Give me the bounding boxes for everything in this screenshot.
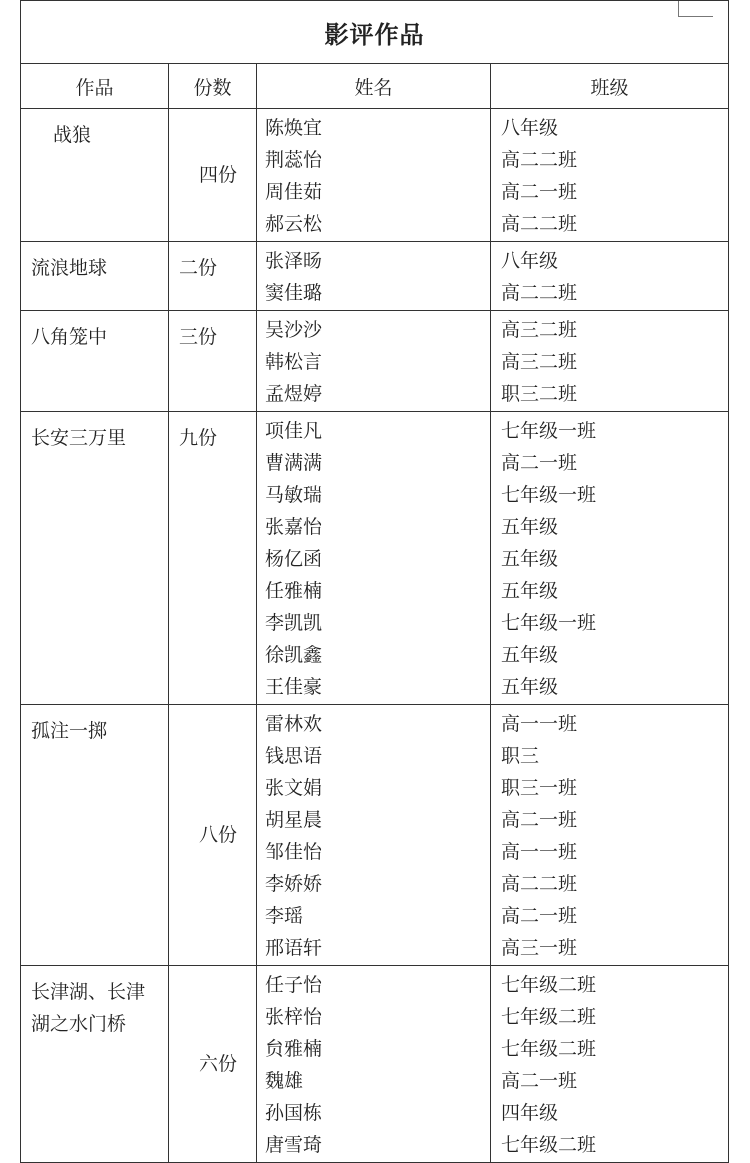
student-class: 高三二班 [501, 351, 578, 373]
student-class: 五年级 [501, 676, 559, 698]
work-title: 孤注一掷 [21, 705, 169, 966]
student-name: 张嘉怡 [265, 516, 323, 538]
student-name: 孟煜婷 [265, 383, 323, 405]
student-name: 孙国栋 [265, 1102, 323, 1124]
student-class: 七年级二班 [501, 974, 597, 996]
name-list [257, 705, 491, 966]
student-name: 任雅楠 [265, 580, 323, 602]
student-class: 职三 [501, 745, 540, 767]
student-class: 七年级二班 [501, 1038, 597, 1060]
copy-count: 六份 [169, 966, 257, 1163]
name-list [257, 966, 491, 1163]
student-name: 窦佳璐 [265, 282, 323, 304]
student-class: 五年级 [501, 580, 559, 602]
student-class: 职三二班 [501, 383, 578, 405]
table-row [21, 705, 729, 966]
student-name: 项佳凡 [265, 420, 323, 442]
column-header-class: 班级 [491, 64, 729, 109]
name-list [257, 109, 491, 242]
student-class: 高二一班 [501, 809, 578, 831]
student-name: 任子怡 [265, 974, 323, 996]
class-list [491, 412, 729, 705]
student-name: 贠雅楠 [265, 1038, 323, 1060]
student-name: 曹满满 [265, 452, 323, 474]
student-name: 张文娟 [265, 777, 323, 799]
student-class: 高二一班 [501, 181, 578, 203]
class-list [491, 109, 729, 242]
work-title: 八角笼中 [21, 311, 169, 412]
student-class: 高二二班 [501, 213, 578, 235]
student-name: 魏雄 [265, 1070, 304, 1092]
student-name: 徐凯鑫 [265, 644, 323, 666]
name-list [257, 412, 491, 705]
student-class: 八年级 [501, 250, 559, 272]
student-name: 雷林欢 [265, 713, 323, 735]
student-name: 王佳豪 [265, 676, 323, 698]
student-name: 李瑶 [265, 905, 304, 927]
student-name: 钱思语 [265, 745, 323, 767]
student-class: 四年级 [501, 1102, 559, 1124]
student-class: 五年级 [501, 548, 559, 570]
table-title: 影评作品 [21, 1, 729, 64]
student-class: 八年级 [501, 117, 559, 139]
student-class: 高二二班 [501, 282, 578, 304]
student-class: 高二一班 [501, 1070, 578, 1092]
student-name: 李娇娇 [265, 873, 323, 895]
student-class: 高一一班 [501, 713, 578, 735]
student-name: 陈焕宜 [265, 117, 323, 139]
table-row [21, 966, 729, 1163]
student-name: 郝云松 [265, 213, 323, 235]
student-name: 荆蕊怡 [265, 149, 323, 171]
work-title: 长津湖、长津湖之水门桥 [21, 966, 169, 1163]
class-list [491, 705, 729, 966]
student-class: 高二二班 [501, 873, 578, 895]
student-name: 唐雪琦 [265, 1134, 323, 1156]
name-list [257, 311, 491, 412]
copy-count: 九份 [169, 412, 257, 705]
student-name: 张梓怡 [265, 1006, 323, 1028]
review-works-table [20, 0, 729, 1163]
copy-count: 八份 [169, 705, 257, 966]
copy-count: 二份 [169, 242, 257, 311]
student-class: 七年级二班 [501, 1006, 597, 1028]
student-class: 高一一班 [501, 841, 578, 863]
student-name: 韩松言 [265, 351, 323, 373]
student-class: 高三二班 [501, 319, 578, 341]
work-title: 流浪地球 [21, 242, 169, 311]
student-name: 李凯凯 [265, 612, 323, 634]
copy-count: 三份 [169, 311, 257, 412]
student-name: 马敏瑞 [265, 484, 323, 506]
student-name: 邹佳怡 [265, 841, 323, 863]
work-title: 长安三万里 [21, 412, 169, 705]
table-row [21, 412, 729, 705]
student-name: 张泽旸 [265, 250, 323, 272]
student-class: 职三一班 [501, 777, 578, 799]
student-class: 七年级二班 [501, 1134, 597, 1156]
column-header-count: 份数 [169, 64, 257, 109]
student-name: 周佳茹 [265, 181, 323, 203]
table-row [21, 242, 729, 311]
student-class: 高二一班 [501, 905, 578, 927]
work-title: 战狼 [21, 109, 169, 242]
student-class: 高二二班 [501, 149, 578, 171]
student-name: 杨亿函 [265, 548, 323, 570]
student-class: 高三一班 [501, 937, 578, 959]
table-row [21, 109, 729, 242]
student-name: 胡星晨 [265, 809, 323, 831]
class-list [491, 242, 729, 311]
class-list [491, 966, 729, 1163]
column-header-name: 姓名 [257, 64, 491, 109]
student-class: 七年级一班 [501, 484, 597, 506]
name-list [257, 242, 491, 311]
student-class: 高二一班 [501, 452, 578, 474]
copy-count: 四份 [169, 109, 257, 242]
student-class: 七年级一班 [501, 612, 597, 634]
student-class: 五年级 [501, 644, 559, 666]
column-header-work: 作品 [21, 64, 169, 109]
student-name: 吴沙沙 [265, 319, 323, 341]
student-class: 五年级 [501, 516, 559, 538]
student-name: 邢语轩 [265, 937, 323, 959]
student-class: 七年级一班 [501, 420, 597, 442]
table-row [21, 311, 729, 412]
class-list [491, 311, 729, 412]
